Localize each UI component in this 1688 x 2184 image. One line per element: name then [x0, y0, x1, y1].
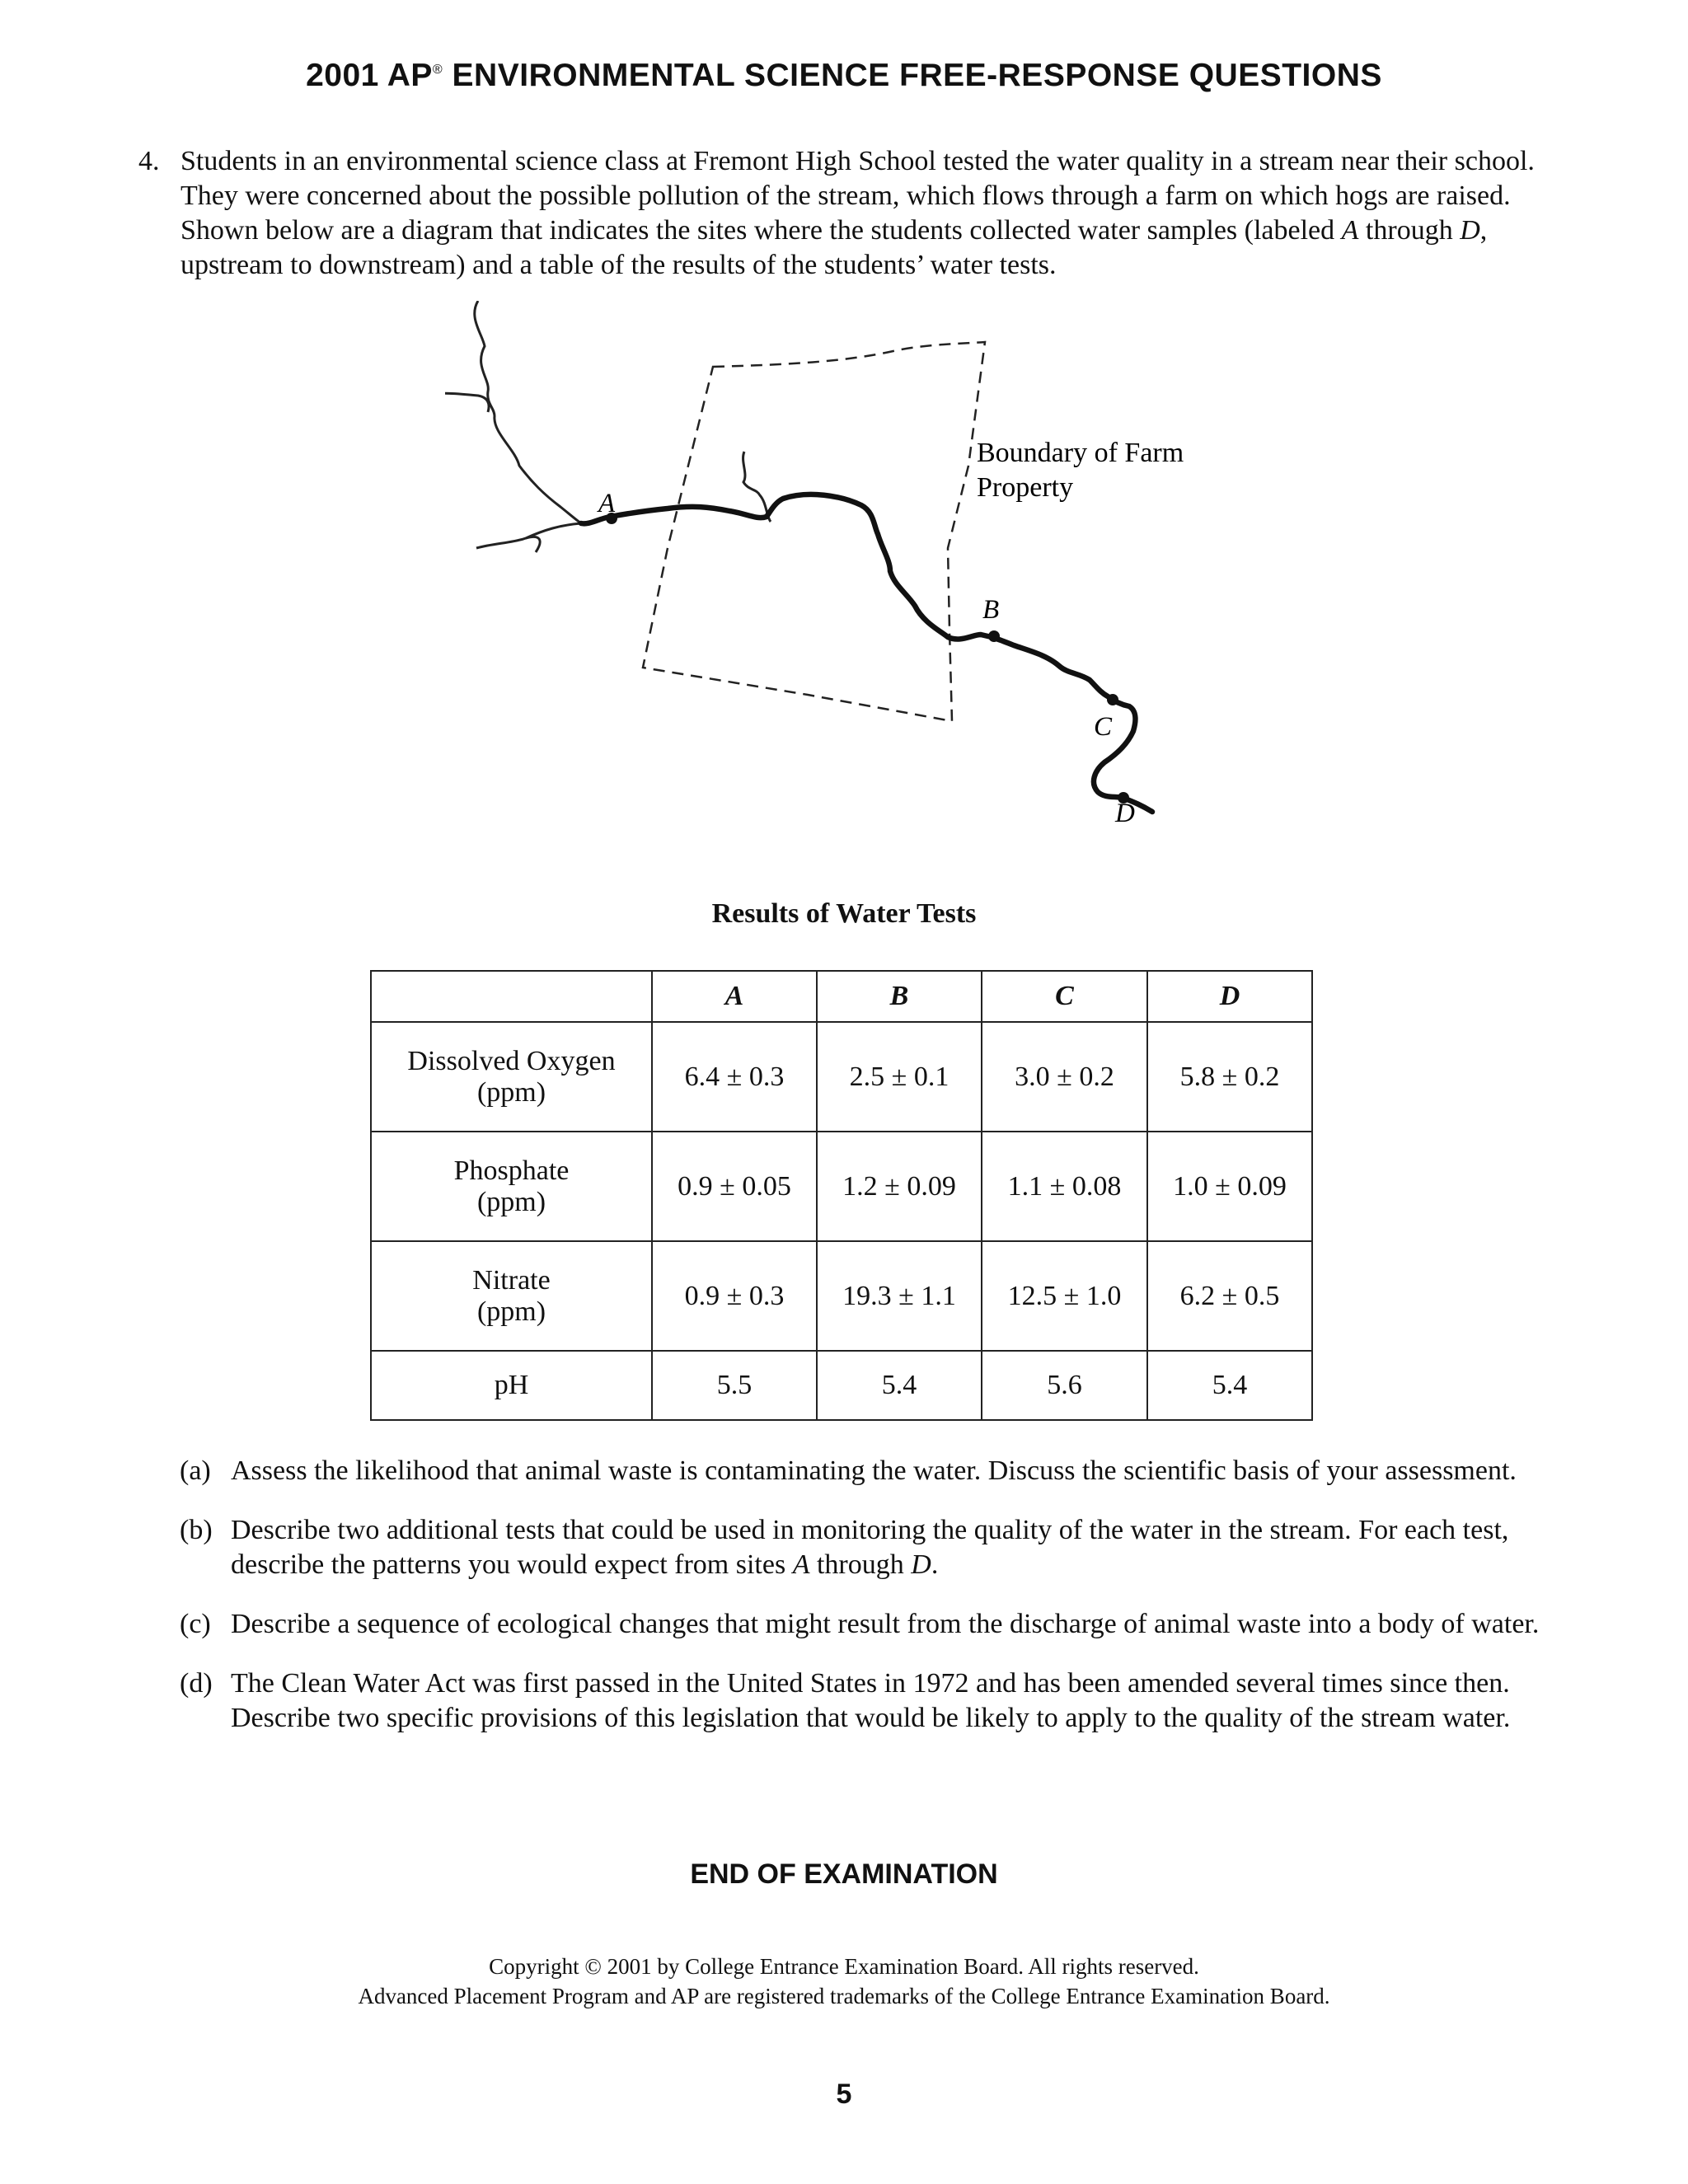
header-title-post: ENVIRONMENTAL SCIENCE FREE-RESPONSE QUESTIONS [443, 58, 1382, 93]
intro-site-a: A [1341, 215, 1359, 246]
table-cell: 5.5 [652, 1351, 817, 1420]
part-b-site-d: D [911, 1549, 931, 1580]
part-b-text-1: Describe two additional tests that could be used in monitoring the quality of the water in the stream. For each test, describe the patterns you would expect from sites [231, 1515, 1509, 1580]
row-label-line1: Dissolved Oxygen [407, 1045, 616, 1076]
site-c-label: C [1094, 712, 1113, 742]
table-cell: 2.5 ± 0.1 [817, 1022, 982, 1132]
table-header-row [371, 971, 1312, 1022]
table-cell: 19.3 ± 1.1 [817, 1241, 982, 1351]
tributary-farm [743, 452, 771, 522]
part-c-label: (c) [180, 1609, 211, 1639]
water-test-table [370, 970, 1313, 1421]
table-row [371, 1351, 1312, 1420]
intro-text-2: through [1358, 215, 1461, 246]
header-cell-d: D [1147, 971, 1312, 1022]
table-cell: 1.1 ± 0.08 [982, 1132, 1147, 1241]
farm-boundary [643, 342, 985, 721]
site-c-dot [1107, 694, 1118, 705]
intro-text-1: Students in an environmental science class at Fremont High School tested the water quality in a stream near their school. They were concerned about the possible pollution of the stream, which flows through a farm on which hogs are raised. Shown below are a diagram that indicates the sites where the students collected water samples (labeled [181, 146, 1535, 246]
table-row [371, 1132, 1312, 1241]
table-cell: 5.6 [982, 1351, 1147, 1420]
site-b-dot [988, 630, 1000, 642]
part-b-text-3: . [931, 1549, 939, 1580]
page-header [0, 58, 1688, 94]
part-a-label: (a) [180, 1455, 211, 1486]
part-d-label: (d) [180, 1668, 213, 1699]
stream-diagram-svg [445, 301, 1269, 878]
copyright-line2: Advanced Placement Program and AP are registered trademarks of the College Entrance Examination Board. [358, 1984, 1330, 2008]
row-label-line2: (ppm) [476, 1296, 546, 1327]
table-cell: 5.4 [1147, 1351, 1312, 1420]
tributary-southwest [476, 523, 581, 552]
part-d-text: The Clean Water Act was first passed in the United States in 1972 and has been amended several times since then. Describe two specific provisions of this legislation that would be likely to apply to the quality of the stream water. [231, 1668, 1511, 1733]
table-cell: 5.8 ± 0.2 [1147, 1022, 1312, 1132]
boundary-label-line2: Property [977, 472, 1074, 503]
table-cell: 6.2 ± 0.5 [1147, 1241, 1312, 1351]
table-cell: 1.2 ± 0.09 [817, 1132, 982, 1241]
row-label [371, 1022, 652, 1132]
table-row [371, 1241, 1312, 1351]
question-text [181, 144, 1548, 283]
site-a-label: A [598, 489, 616, 518]
intro-site-d: D [1460, 215, 1480, 246]
header-cell-c: C [982, 971, 1147, 1022]
copyright-line1: Copyright © 2001 by College Entrance Examination Board. All rights reserved. [489, 1954, 1199, 1979]
table-title: Results of Water Tests [711, 898, 977, 929]
table-cell: 12.5 ± 1.0 [982, 1241, 1147, 1351]
table-cell: 1.0 ± 0.09 [1147, 1132, 1312, 1241]
header-cell-b: B [817, 971, 982, 1022]
tributary-west [445, 393, 489, 412]
copyright-notice [0, 1952, 1688, 2011]
header-cell-empty [371, 971, 652, 1022]
registered-mark: ® [432, 63, 443, 77]
table-cell: 5.4 [817, 1351, 982, 1420]
header-title-pre: 2001 AP [306, 58, 433, 93]
part-c [180, 1607, 1548, 1642]
row-label: pH [371, 1351, 652, 1420]
question-intro [138, 144, 1548, 283]
stream-diagram [445, 301, 1269, 878]
site-b-label: B [982, 595, 1000, 625]
intro-text-3: , upstream to downstream) and a table of the results of the students’ water tests. [181, 215, 1488, 280]
row-label [371, 1132, 652, 1241]
part-a [180, 1454, 1548, 1488]
question-parts [180, 1454, 1548, 1760]
table-cell: 6.4 ± 0.3 [652, 1022, 817, 1132]
header-cell-a: A [652, 971, 817, 1022]
boundary-label-line1: Boundary of Farm [977, 438, 1184, 468]
tributary-north [475, 301, 581, 523]
row-label-line2: (ppm) [476, 1076, 546, 1108]
table-cell: 0.9 ± 0.05 [652, 1132, 817, 1241]
site-d-label: D [1115, 799, 1135, 828]
part-b [180, 1513, 1548, 1582]
part-d [180, 1666, 1548, 1736]
table-cell: 0.9 ± 0.3 [652, 1241, 817, 1351]
row-label-line1: Phosphate [453, 1155, 570, 1186]
part-b-label: (b) [180, 1515, 213, 1545]
part-c-text: Describe a sequence of ecological changes that might result from the discharge of animal waste into a body of water. [231, 1609, 1540, 1639]
table-row [371, 1022, 1312, 1132]
question-number: 4. [138, 146, 160, 176]
part-b-site-a: A [792, 1549, 810, 1580]
row-label [371, 1241, 652, 1351]
page-number: 5 [836, 2079, 852, 2110]
end-of-examination: END OF EXAMINATION [690, 1858, 998, 1890]
row-label-line2: (ppm) [476, 1186, 546, 1217]
part-a-text: Assess the likelihood that animal waste is contaminating the water. Discuss the scientific basis of your assessment. [231, 1455, 1517, 1486]
row-label-line1: Nitrate [472, 1264, 551, 1296]
main-stream [581, 494, 1152, 812]
table-cell: 3.0 ± 0.2 [982, 1022, 1147, 1132]
part-b-text-2: through [809, 1549, 912, 1580]
